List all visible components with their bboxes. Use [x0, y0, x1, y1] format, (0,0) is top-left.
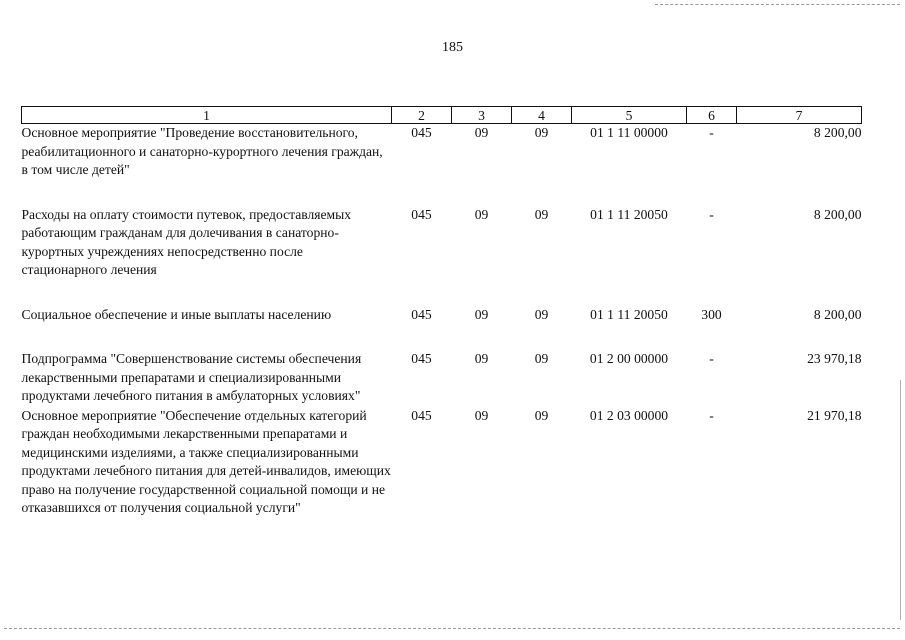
scan-edge-bottom: [4, 628, 900, 629]
row-admin-code: 045: [411, 206, 432, 222]
row-name: Расходы на оплату стоимости путевок, предоставляемых работающим гражданам для долечивания в санаторно-курортных учреждениях непосредственно после стационарного лечения: [21, 206, 352, 277]
row-expense-type: -: [709, 407, 714, 423]
row-admin-code: 045: [411, 306, 432, 322]
row-expense-type: -: [709, 206, 714, 222]
row-section: 09: [474, 407, 489, 423]
row-subsection: 09: [534, 306, 549, 322]
row-subsection: 09: [534, 351, 549, 366]
row-name: Основное мероприятие "Проведение восстановительного, реабилитационного и санаторно-курортного лечения граждан, в том числе детей": [21, 125, 383, 177]
budget-table: [21, 106, 862, 519]
row-admin-code: 045: [411, 125, 432, 140]
row-amount: 23 970,18: [807, 351, 862, 366]
col-header-1: 1: [22, 107, 392, 124]
scan-edge-right: [900, 380, 901, 620]
row-amount: 21 970,18: [807, 407, 862, 423]
col-header-2: 2: [392, 107, 452, 124]
row-name: Основное мероприятие "Обеспечение отдельных категорий граждан необходимыми лекарственными препаратами и медицинскими изделиями, а также специализированными продуктами лечебного питания для детей-инвалидов, имеющих право на получение государственной социальной помощи и не отказавшихся от получения социальной услуги": [21, 407, 391, 515]
table-row: [22, 350, 862, 407]
header-row: [22, 107, 862, 124]
row-target-article: 01 1 11 00000: [590, 125, 668, 140]
page-number: 185: [442, 40, 463, 55]
row-expense-type: -: [709, 125, 714, 140]
row-amount: 8 200,00: [813, 306, 862, 322]
row-target-article: 01 1 11 20050: [590, 306, 668, 322]
row-subsection: 09: [534, 125, 549, 140]
table-row: [22, 124, 862, 206]
col-header-4: 4: [512, 107, 572, 124]
row-section: 09: [474, 206, 489, 222]
table-row: [22, 206, 862, 306]
col-header-6: 6: [687, 107, 737, 124]
row-admin-code: 045: [411, 407, 432, 423]
row-name: Подпрограмма "Совершенствование системы обеспечения лекарственными препаратами и специализированными продуктами лечебного питания в амбулаторных условиях": [21, 351, 362, 403]
row-admin-code: 045: [411, 351, 432, 366]
row-expense-type: 300: [701, 306, 722, 322]
col-header-3: 3: [452, 107, 512, 124]
row-expense-type: -: [709, 351, 714, 366]
row-section: 09: [474, 351, 489, 366]
col-header-7: 7: [737, 107, 862, 124]
table-row: [22, 306, 862, 351]
row-amount: 8 200,00: [813, 206, 862, 222]
row-target-article: 01 2 00 00000: [589, 351, 669, 366]
col-header-5: 5: [572, 107, 687, 124]
row-amount: 8 200,00: [813, 125, 862, 140]
row-name: Социальное обеспечение и иные выплаты населению: [21, 306, 332, 322]
row-subsection: 09: [534, 407, 549, 423]
scan-edge-top: [655, 4, 900, 5]
row-section: 09: [474, 125, 489, 140]
row-target-article: 01 2 03 00000: [589, 407, 669, 423]
row-section: 09: [474, 306, 489, 322]
row-target-article: 01 1 11 20050: [590, 206, 668, 222]
table-row: [22, 407, 862, 519]
row-subsection: 09: [534, 206, 549, 222]
